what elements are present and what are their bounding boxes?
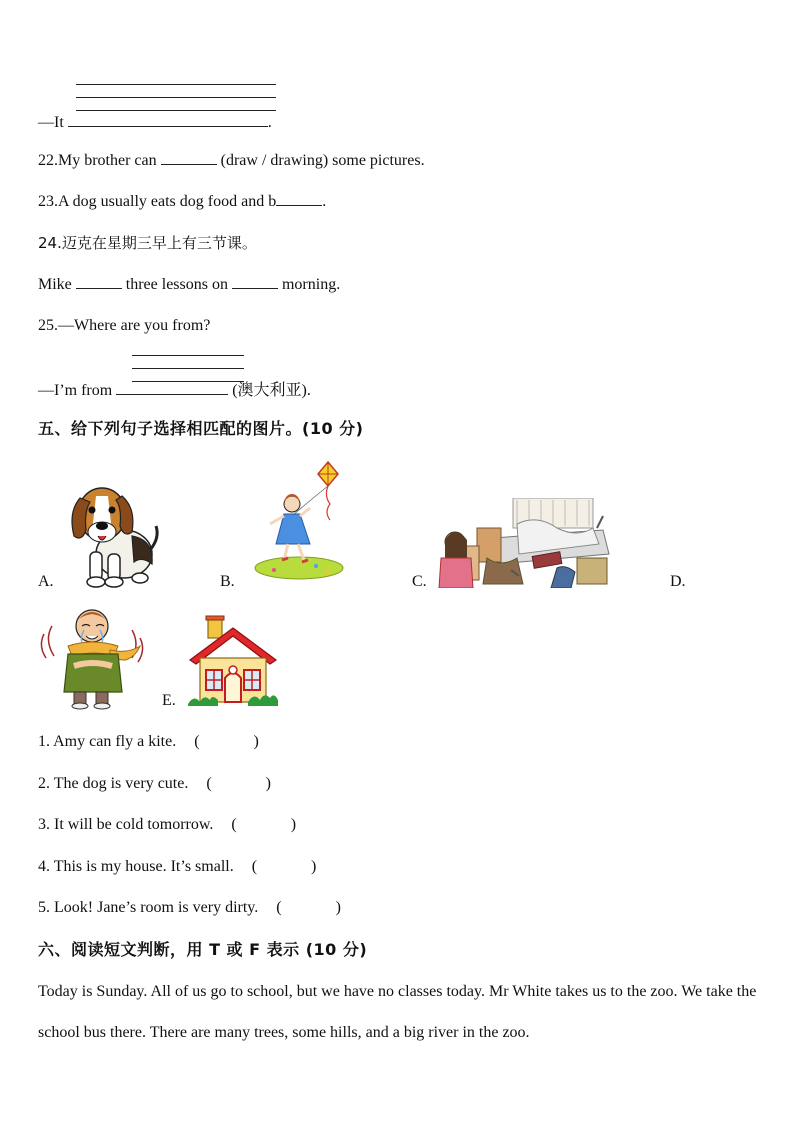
question-text: (draw / drawing) some pictures. xyxy=(220,152,425,169)
question-22 xyxy=(38,150,425,171)
question-23 xyxy=(38,191,326,212)
answer-blank[interactable] xyxy=(76,274,122,289)
option-a-label: A. xyxy=(38,573,54,590)
answer-blank[interactable] xyxy=(161,150,217,165)
answer-blank[interactable] xyxy=(232,274,278,289)
question-text: 22.My brother can xyxy=(38,152,157,169)
question-text: morning. xyxy=(281,276,341,293)
answer-blank[interactable] xyxy=(276,191,322,206)
answer-blank[interactable] xyxy=(68,112,268,127)
answer-bracket[interactable]: ( ) xyxy=(231,816,297,833)
question-text: 25.—Where are you from? xyxy=(38,317,211,334)
option-d-label: D. xyxy=(670,573,686,590)
answer-bracket[interactable]: ( ) xyxy=(276,899,341,916)
section-5-heading xyxy=(38,419,363,439)
question-text: three lessons on xyxy=(125,276,228,293)
matching-item-1 xyxy=(38,732,259,752)
matching-item-5 xyxy=(38,898,341,918)
question-21-answer xyxy=(38,112,272,133)
heading-text: 五、给下列句子选择相匹配的图片。(10 分) xyxy=(38,419,364,438)
answer-blank[interactable] xyxy=(116,380,228,395)
house-picture xyxy=(186,614,280,708)
answer-line xyxy=(76,84,276,85)
option-b-label: B. xyxy=(220,573,235,590)
option-e-label: E. xyxy=(162,692,176,709)
item-text: 2. The dog is very cute. xyxy=(38,775,189,792)
kite-girl-picture xyxy=(254,458,346,584)
question-25-answer xyxy=(38,380,311,401)
question-text: 24.迈克在星期三早上有三节课。 xyxy=(38,234,257,252)
question-24-chinese xyxy=(38,233,257,253)
matching-item-4 xyxy=(38,857,316,877)
matching-item-2 xyxy=(38,774,271,794)
section-6-heading xyxy=(38,940,367,960)
answer-line xyxy=(132,368,244,369)
answer-bracket[interactable]: ( ) xyxy=(206,775,271,792)
item-text: 4. This is my house. It’s small. xyxy=(38,858,234,875)
period: . xyxy=(322,193,327,210)
reading-passage: Today is Sunday. All of us go to school, but we have no classes today. Mr White takes us to the zoo. We take the school bus there. There are many trees, some hills, and a big river in the zoo. xyxy=(38,983,757,1041)
item-text: 5. Look! Jane’s room is very dirty. xyxy=(38,899,259,916)
period: . xyxy=(267,114,272,131)
question-text: Mike xyxy=(38,276,72,293)
answer-line xyxy=(132,355,244,356)
option-c-label: C. xyxy=(412,573,427,590)
answer-bracket[interactable]: ( ) xyxy=(251,858,317,875)
answer-line xyxy=(76,110,276,111)
matching-item-3 xyxy=(38,815,296,835)
cold-boy-picture xyxy=(38,604,148,710)
messy-room-picture xyxy=(437,498,611,588)
item-text: 3. It will be cold tomorrow. xyxy=(38,816,214,833)
item-text: 1. Amy can fly a kite. xyxy=(38,733,177,750)
heading-text: 六、阅读短文判断，用 T 或 F 表示 (10 分) xyxy=(38,940,368,959)
question-24-english xyxy=(38,274,340,295)
answer-suffix: (澳大利亚). xyxy=(232,382,311,399)
question-text: 23.A dog usually eats dog food and b xyxy=(38,193,277,210)
answer-prefix: —I’m from xyxy=(38,382,113,399)
question-25 xyxy=(38,316,210,336)
answer-bracket[interactable]: ( ) xyxy=(194,733,259,750)
answer-prefix: —It xyxy=(38,114,64,131)
answer-line xyxy=(76,97,276,98)
dog-picture xyxy=(62,472,162,588)
